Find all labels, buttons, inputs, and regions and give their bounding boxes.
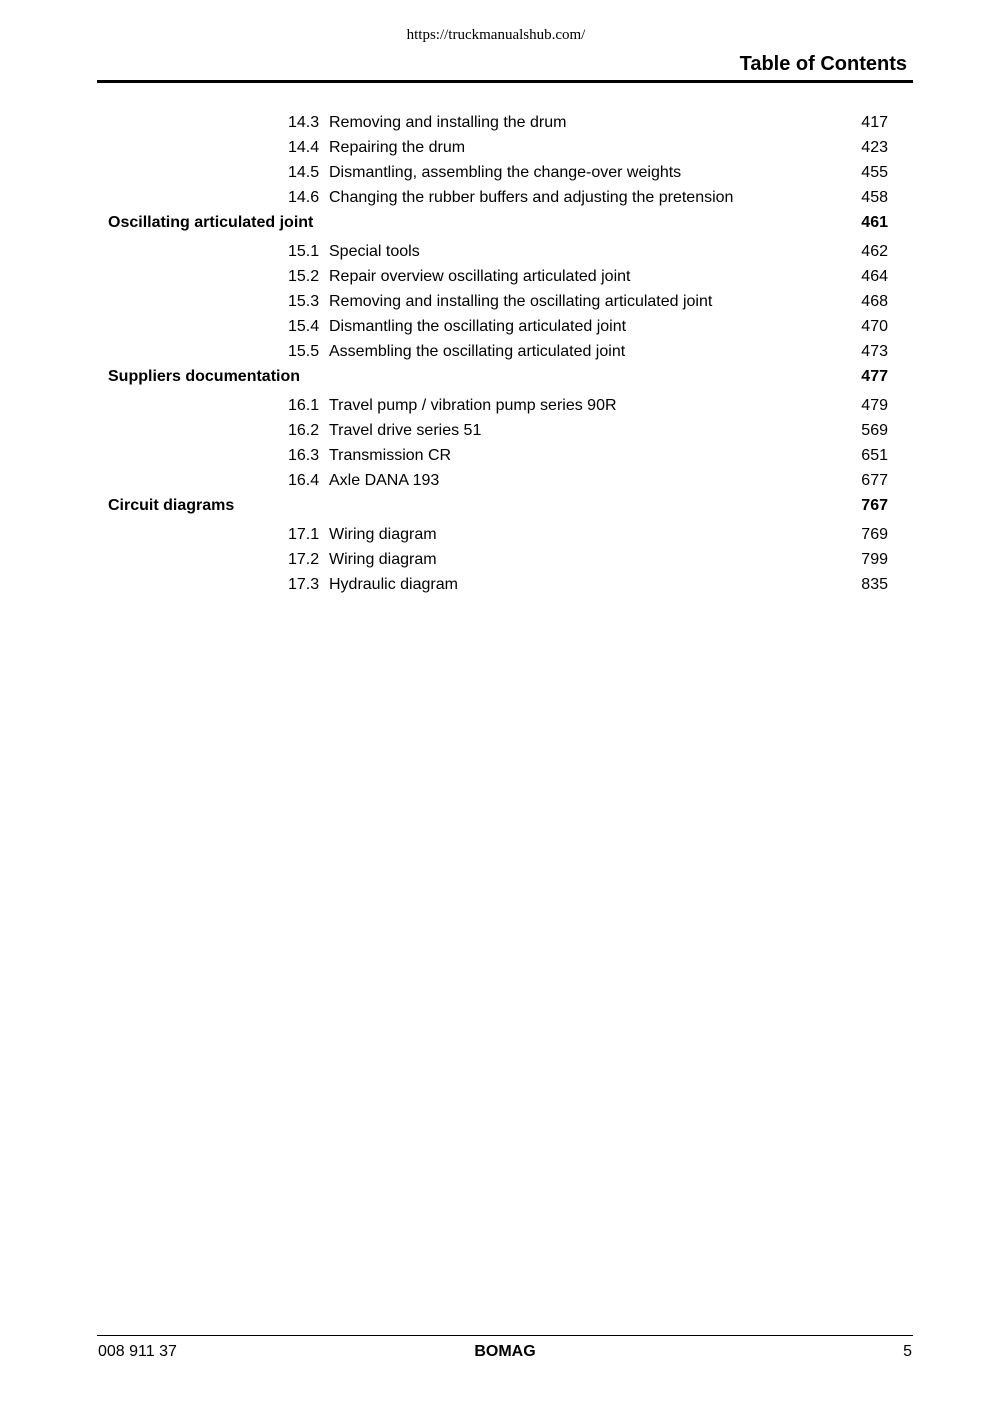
toc-entry-title: Assembling the oscillating articulated joint <box>329 343 626 360</box>
toc-entry-number: 14.4 <box>288 139 320 156</box>
toc-entry-number: 14.5 <box>288 164 320 181</box>
toc-section-entry[interactable] <box>0 339 992 364</box>
toc-entry-title: Suppliers documentation <box>108 368 301 385</box>
toc-entry-page: 479 <box>861 397 888 414</box>
toc-section-entry[interactable] <box>0 185 992 210</box>
toc-section-entry[interactable] <box>0 547 992 572</box>
page-title: Table of Contents <box>739 53 907 75</box>
toc-entry-page: 462 <box>861 243 888 260</box>
toc-entry-number: 15.5 <box>288 343 320 360</box>
toc-entry-title: Wiring diagram <box>329 526 437 543</box>
toc-entry-page: 473 <box>861 343 888 360</box>
toc-entry-number: 17.2 <box>288 551 320 568</box>
toc-entry-page: 569 <box>861 422 888 439</box>
toc-entry-title: Dismantling, assembling the change-over weights <box>329 164 682 181</box>
toc-entry-page: 677 <box>861 472 888 489</box>
toc-entry-number: 16.4 <box>288 472 320 489</box>
toc-entry-page: 767 <box>861 497 888 514</box>
toc-entry-title: Repairing the drum <box>329 139 466 156</box>
toc-entry-page: 468 <box>861 293 888 310</box>
toc-entry-page: 835 <box>861 576 888 593</box>
toc-entry-page: 470 <box>861 318 888 335</box>
toc-entry-page: 651 <box>861 447 888 464</box>
toc-entry-title: Oscillating articulated joint <box>108 214 314 231</box>
toc-entry-title: Special tools <box>329 243 420 260</box>
toc-section-entry[interactable] <box>0 239 992 264</box>
table-of-contents <box>0 110 992 597</box>
toc-section-entry[interactable] <box>0 443 992 468</box>
document-number: 008 911 37 <box>98 1343 177 1360</box>
toc-section-entry[interactable] <box>0 289 992 314</box>
toc-entry-page: 417 <box>861 114 888 131</box>
toc-section-entry[interactable] <box>0 572 992 597</box>
toc-entry-number: 15.4 <box>288 318 320 335</box>
toc-entry-page: 458 <box>861 189 888 206</box>
toc-chapter-entry[interactable] <box>0 493 992 522</box>
header-divider <box>97 80 913 83</box>
brand-name: BOMAG <box>474 1343 536 1360</box>
toc-entry-number: 17.1 <box>288 526 320 543</box>
toc-entry-page: 423 <box>861 139 888 156</box>
toc-entry-title: Removing and installing the oscillating articulated joint <box>329 293 713 310</box>
toc-entry-number: 15.3 <box>288 293 320 310</box>
toc-entry-title: Wiring diagram <box>329 551 437 568</box>
toc-entry-title: Travel drive series 51 <box>329 422 482 439</box>
toc-entry-number: 16.3 <box>288 447 320 464</box>
source-url: https://truckmanualshub.com/ <box>406 27 586 43</box>
toc-entry-number: 14.3 <box>288 114 320 131</box>
toc-section-entry[interactable] <box>0 135 992 160</box>
toc-entry-title: Transmission CR <box>329 447 452 464</box>
toc-entry-title: Travel pump / vibration pump series 90R <box>329 397 617 414</box>
toc-entry-number: 15.1 <box>288 243 320 260</box>
toc-entry-title: Changing the rubber buffers and adjusting the pretension <box>329 189 734 206</box>
toc-entry-number: 17.3 <box>288 576 320 593</box>
toc-entry-page: 799 <box>861 551 888 568</box>
toc-entry-number: 14.6 <box>288 189 320 206</box>
toc-entry-title: Axle DANA 193 <box>329 472 440 489</box>
toc-section-entry[interactable] <box>0 160 992 185</box>
toc-chapter-entry[interactable] <box>0 210 992 239</box>
toc-entry-page: 455 <box>861 164 888 181</box>
toc-section-entry[interactable] <box>0 264 992 289</box>
toc-entry-title: Removing and installing the drum <box>329 114 567 131</box>
toc-chapter-entry[interactable] <box>0 364 992 393</box>
toc-entry-page: 464 <box>861 268 888 285</box>
toc-entry-number: 15.2 <box>288 268 320 285</box>
page-number: 5 <box>903 1343 912 1360</box>
toc-entry-title: Dismantling the oscillating articulated joint <box>329 318 627 335</box>
toc-section-entry[interactable] <box>0 110 992 135</box>
toc-entry-page: 477 <box>861 368 888 385</box>
toc-section-entry[interactable] <box>0 522 992 547</box>
toc-entry-title: Circuit diagrams <box>108 497 235 514</box>
toc-section-entry[interactable] <box>0 314 992 339</box>
footer-divider <box>97 1335 913 1336</box>
toc-section-entry[interactable] <box>0 468 992 493</box>
toc-entry-number: 16.1 <box>288 397 320 414</box>
toc-entry-page: 461 <box>861 214 888 231</box>
toc-section-entry[interactable] <box>0 418 992 443</box>
toc-entry-title: Hydraulic diagram <box>329 576 458 593</box>
toc-entry-page: 769 <box>861 526 888 543</box>
toc-entry-number: 16.2 <box>288 422 320 439</box>
toc-section-entry[interactable] <box>0 393 992 418</box>
toc-entry-title: Repair overview oscillating articulated joint <box>329 268 631 285</box>
